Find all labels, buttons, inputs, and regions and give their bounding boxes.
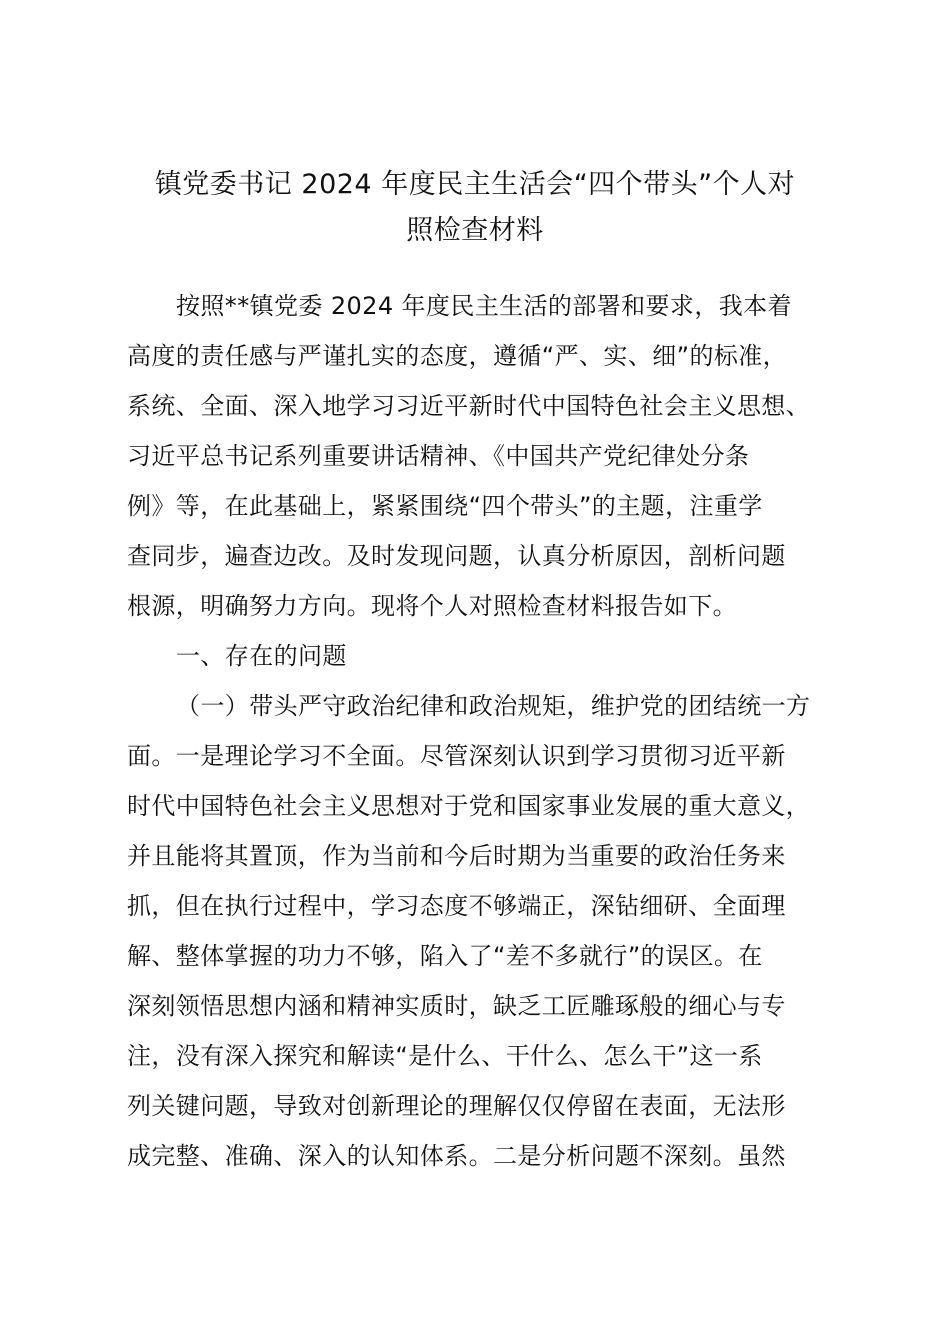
body-text-line: 并且能将其置顶，作为当前和今后时期为当重要的政治任务来 <box>127 842 786 870</box>
body-text-line: 高度的责任感与严谨扎实的态度，遵循“严、实、细”的标准， <box>127 342 788 370</box>
body-text-line: 按照**镇党委 2024 年度民主生活的部署和要求，我本着 <box>176 292 792 320</box>
body-text-line: 习近平总书记系列重要讲话精神、《中国共产党纪律处分条 <box>127 442 750 470</box>
document-title-line-1: 镇党委书记 2024 年度民主生活会“四个带头”个人对 <box>154 169 796 200</box>
body-text-line: 面。一是理论学习不全面。尽管深刻认识到学习贯彻习近平新 <box>127 742 786 770</box>
body-text-line: 解、整体掌握的功力不够，陷入了“差不多就行”的误区。在 <box>127 942 763 970</box>
document-title-line-2: 照检查材料 <box>406 215 544 246</box>
body-text-line: 成完整、准确、深入的认知体系。二是分析问题不深刻。虽然 <box>127 1142 786 1170</box>
body-text-line: 系统、全面、深入地学习习近平新时代中国特色社会主义思想、 <box>127 392 811 420</box>
body-text-line: 注，没有深入探究和解读“是什么、干什么、怎么干”这一系 <box>127 1042 763 1070</box>
body-text-line: 时代中国特色社会主义思想对于党和国家事业发展的重大意义， <box>127 792 811 820</box>
body-text-line: （一）带头严守政治纪律和政治规矩，维护党的团结统一方 <box>176 692 811 720</box>
body-text-line: 根源，明确努力方向。现将个人对照检查材料报告如下。 <box>127 592 737 620</box>
body-text-line: 例》等，在此基础上，紧紧围绕“四个带头”的主题，注重学 <box>127 492 763 520</box>
section-heading: 一、存在的问题 <box>176 642 347 670</box>
body-text-line: 列关键问题，导致对创新理论的理解仅仅停留在表面，无法形 <box>127 1092 786 1120</box>
body-text-line: 抓，但在执行过程中，学习态度不够端正，深钻细研、全面理 <box>127 892 786 920</box>
body-text-line: 深刻领悟思想内涵和精神实质时，缺乏工匠雕琢般的细心与专 <box>127 992 786 1020</box>
body-text-line: 查同步，遍查边改。及时发现问题，认真分析原因，剖析问题 <box>127 542 786 570</box>
